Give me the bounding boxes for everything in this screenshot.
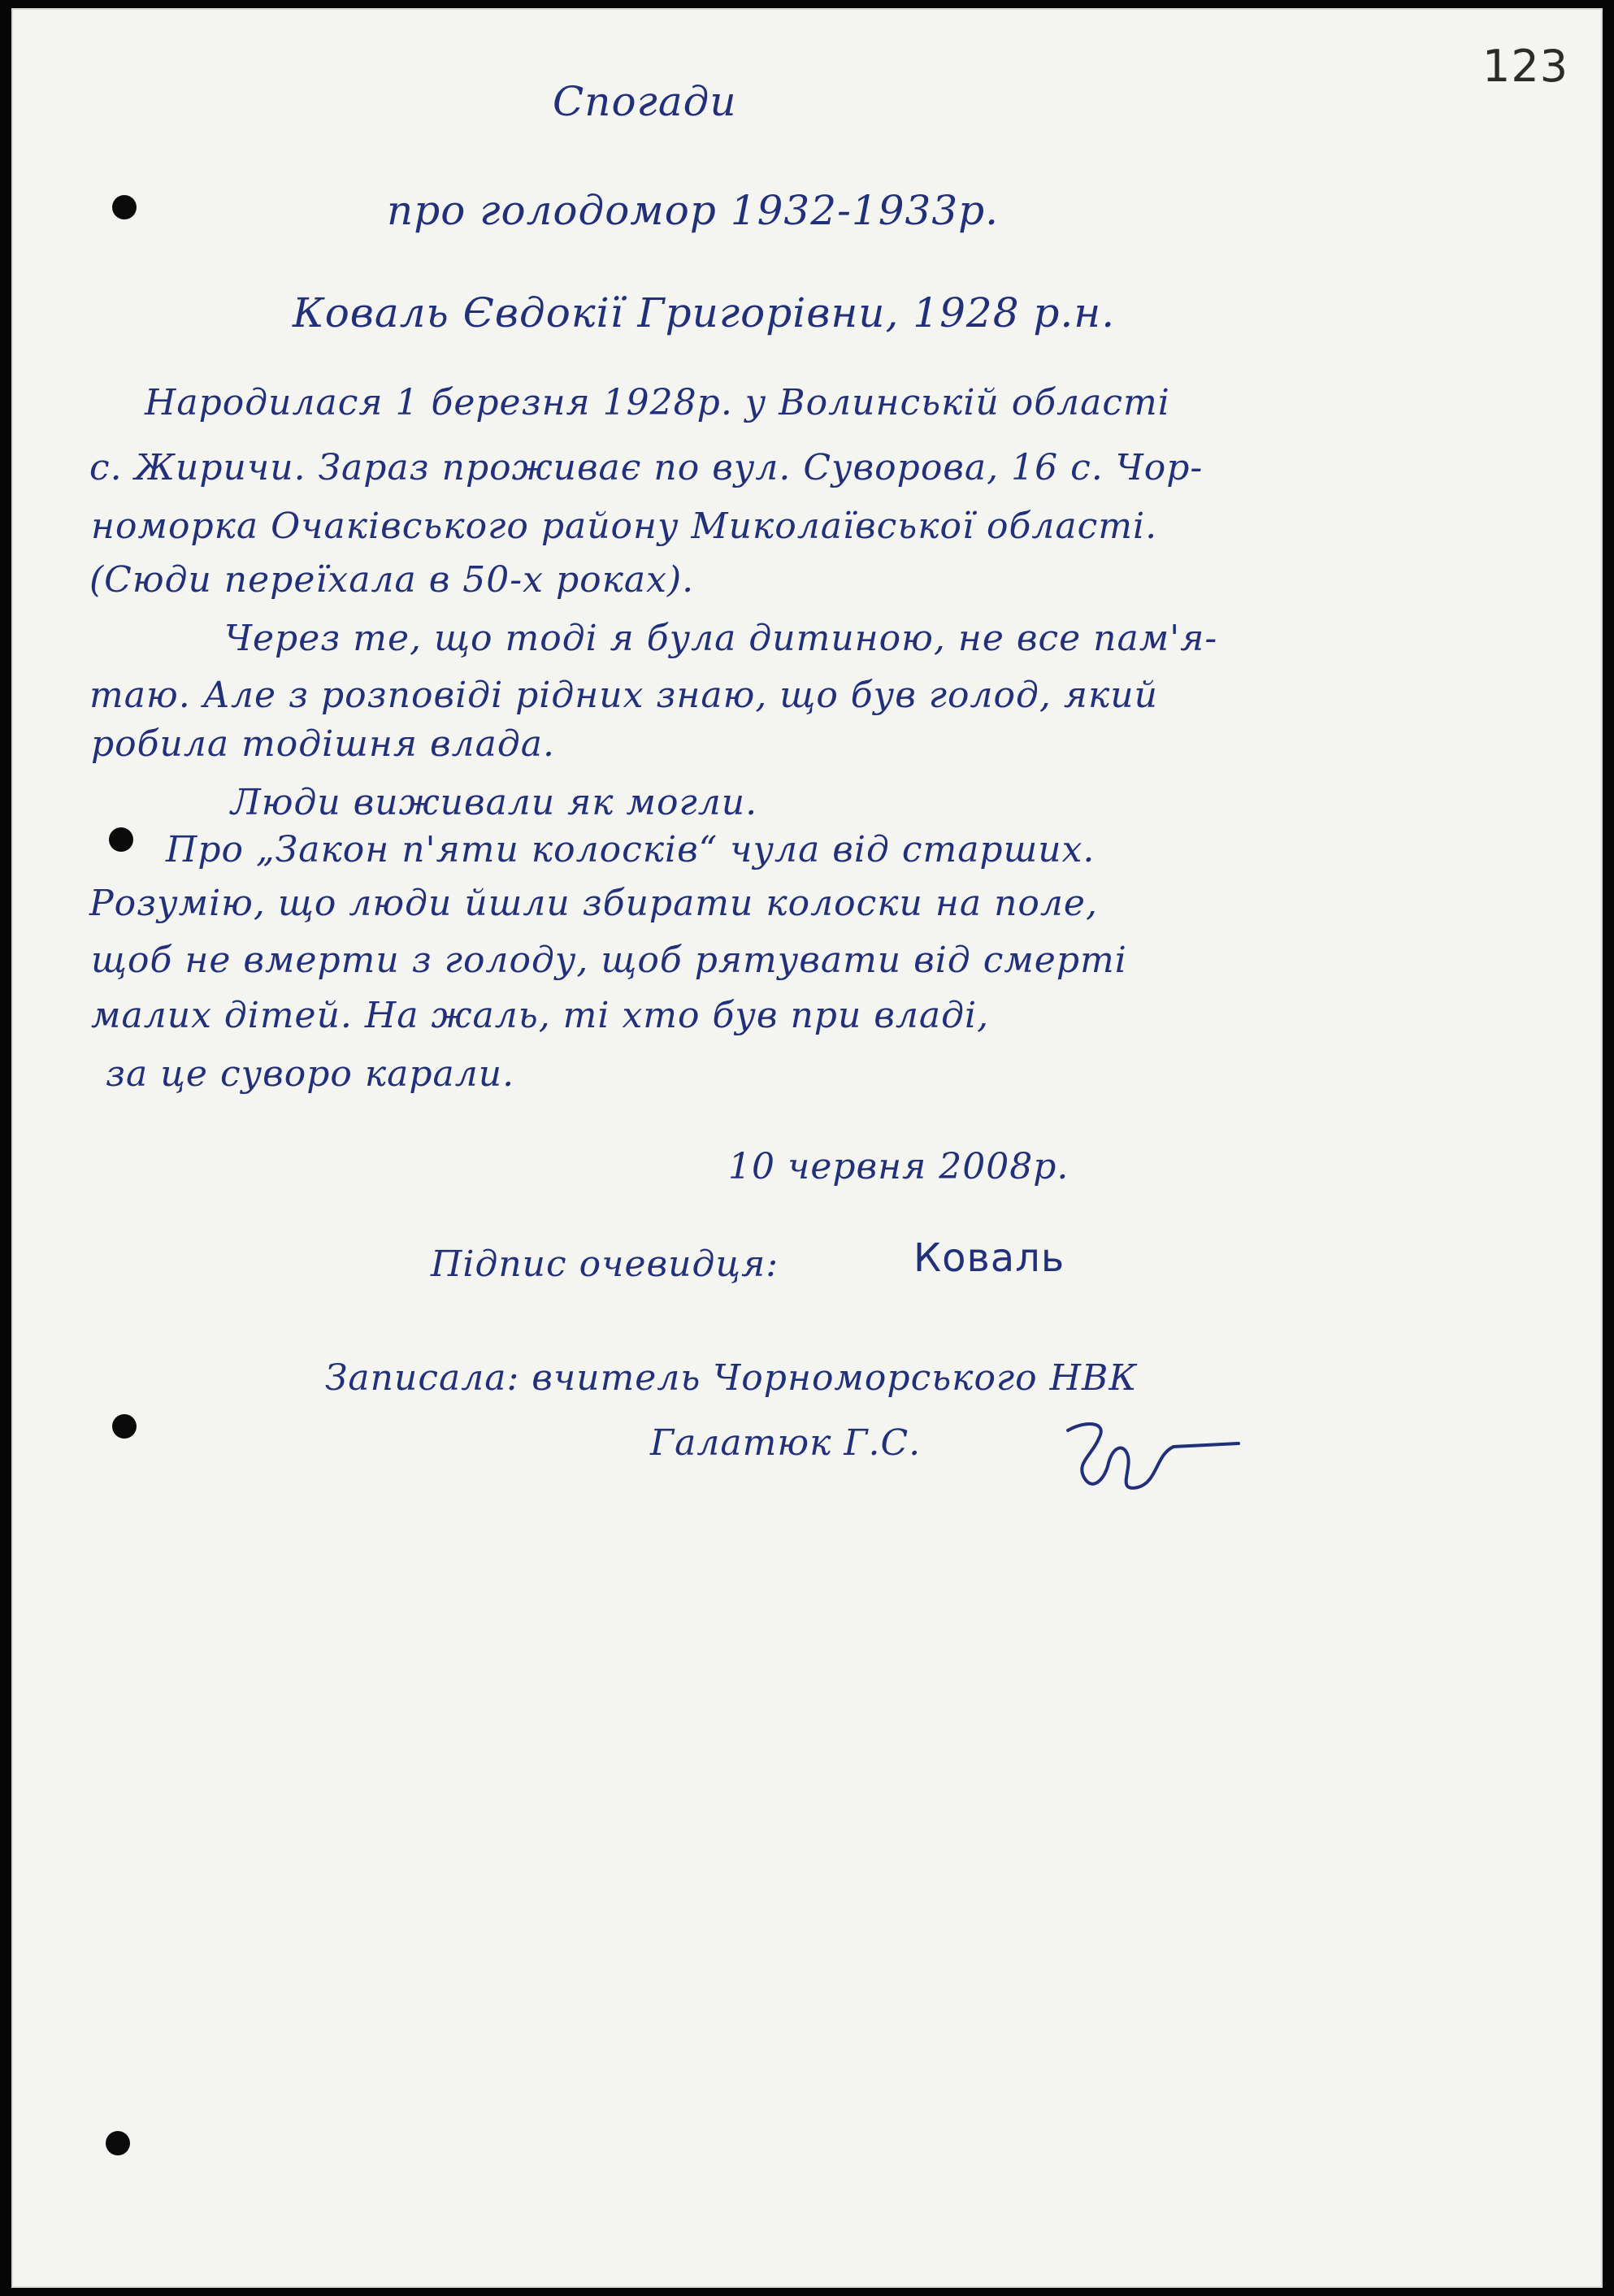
text-line-12: малих дітей. На жаль, ті хто був при владі,: [91, 995, 990, 1036]
witness-signature: Коваль: [913, 1235, 1065, 1281]
text-line-8: Люди виживали як могли.: [231, 782, 758, 823]
witness-signature-label: Підпис очевидця:: [431, 1243, 779, 1285]
text-line-5: Через те, що тоді я була дитиною, не все пам'я-: [224, 618, 1218, 659]
document-date: 10 червня 2008р.: [728, 1146, 1069, 1187]
punch-hole-top: [112, 195, 137, 219]
recorder-signature-scribble: [1060, 1414, 1247, 1504]
document-page: [11, 8, 1603, 2288]
text-line-1: Народилася 1 березня 1928р. у Волинській області: [145, 382, 1170, 423]
page-number: 123: [1482, 41, 1569, 92]
punch-hole-lower-middle: [112, 1414, 137, 1439]
punch-hole-bottom: [106, 2131, 130, 2155]
recorder-name: Галатюк Г.С.: [650, 1422, 922, 1464]
text-line-9: Про „Закон п'яти колосків“ чула від старших.: [166, 829, 1096, 870]
text-line-7: робила тодішня влада.: [91, 723, 555, 765]
document-title: Спогади: [553, 78, 737, 125]
text-line-6: таю. Але з розповіді рідних знаю, що був голод, який: [89, 675, 1158, 716]
witness-name-line: Коваль Євдокії Григорівни, 1928 р.н.: [293, 289, 1116, 336]
document-subtitle: про голодомор 1932-1933р.: [387, 187, 1000, 234]
text-line-4: (Сюди переїхала в 50-х роках).: [89, 559, 695, 601]
text-line-11: щоб не вмерти з голоду, щоб рятувати від смерті: [91, 940, 1127, 981]
text-line-2: с. Жиричи. Зараз проживає по вул. Суворова, 16 с. Чор-: [89, 447, 1204, 488]
punch-hole-upper-middle: [109, 827, 133, 852]
recorded-by-line: Записала: вчитель Чорноморського НВК: [325, 1357, 1138, 1399]
text-line-10: Розумію, що люди йшли збирати колоски на поле,: [89, 883, 1098, 924]
text-line-13: за це суворо карали.: [106, 1053, 515, 1095]
text-line-3: номорка Очаківського району Миколаївської області.: [91, 506, 1158, 547]
